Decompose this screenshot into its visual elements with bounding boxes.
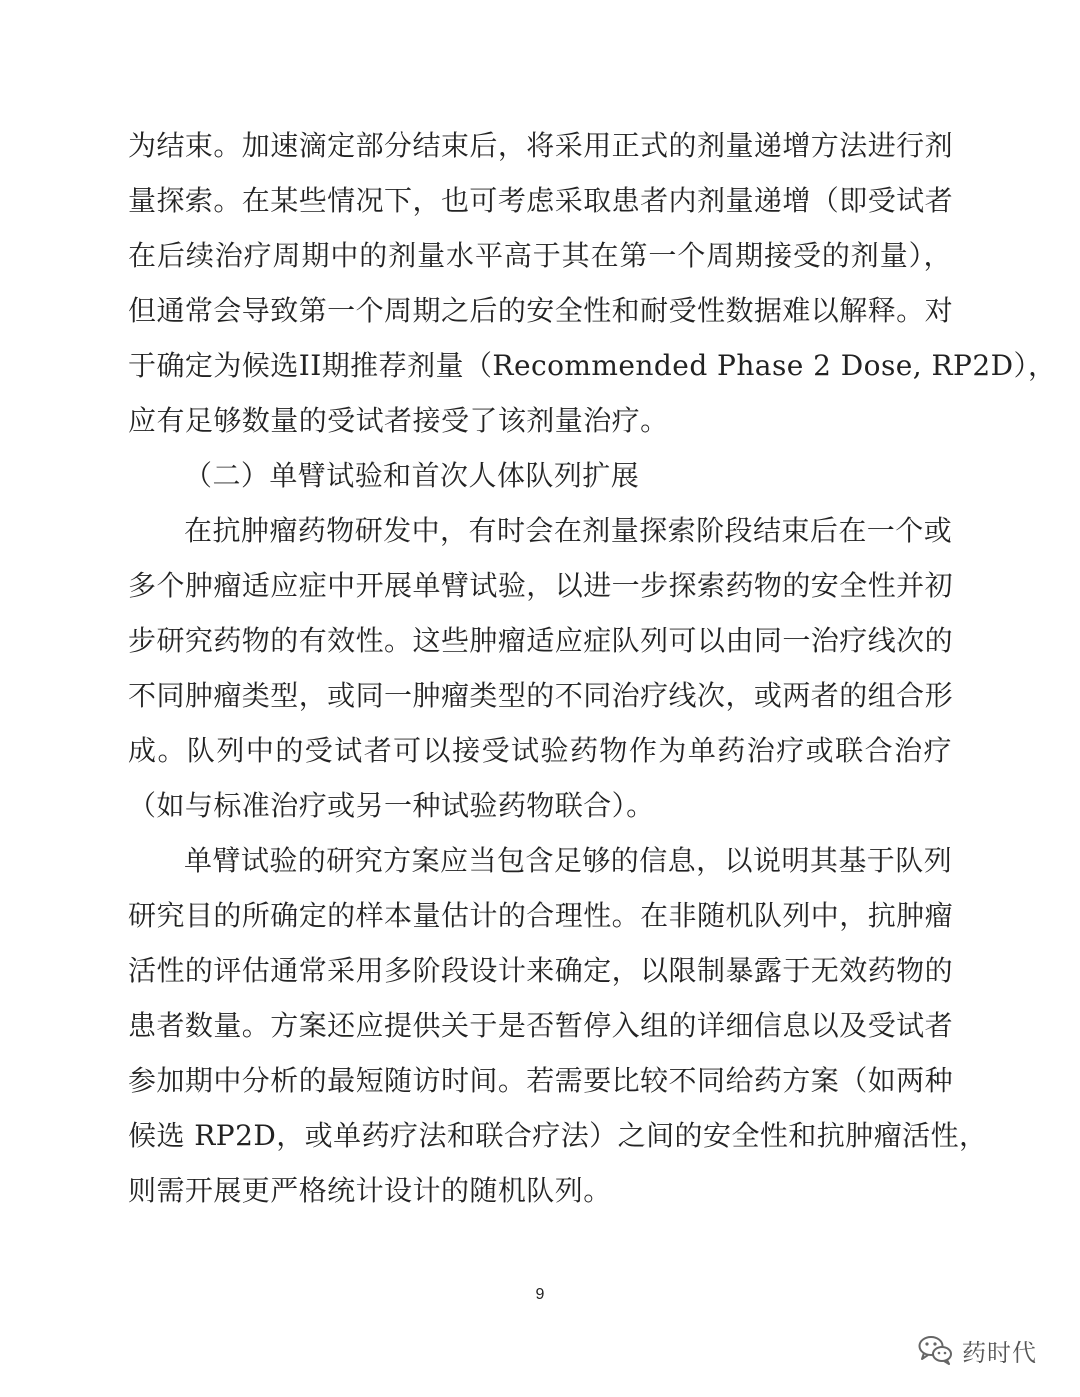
text-line: 不同肿瘤类型，或同一肿瘤类型的不同治疗线次，或两者的组合形 (128, 679, 954, 712)
text-line: 参加期中分析的最短随访时间。若需要比较不同给药方案（如两种 (128, 1064, 954, 1097)
text-line: 则需开展更严格统计设计的随机队列。 (128, 1174, 612, 1207)
text-line: 应有足够数量的受试者接受了该剂量治疗。 (128, 404, 669, 437)
text-line: （如与标准治疗或另一种试验药物联合）。 (128, 789, 655, 822)
watermark-text: 药时代 (962, 1338, 1037, 1367)
text-line: 但通常会导致第一个周期之后的安全性和耐受性数据难以解释。对 (128, 294, 954, 327)
text-line: 在后续治疗周期中的剂量水平高于其在第一个周期接受的剂量）， (128, 239, 952, 272)
text-line: 研究目的所确定的样本量估计的合理性。在非随机队列中，抗肿瘤 (128, 899, 954, 932)
page-number: 9 (535, 1286, 545, 1303)
wechat-icon (918, 1335, 954, 1365)
section-heading: （二）单臂试验和首次人体队列扩展 (184, 459, 640, 492)
text-line: 量探索。在某些情况下，也可考虑采取患者内剂量递增（即受试者 (128, 184, 954, 217)
watermark (918, 1330, 1037, 1370)
text-line: 步研究药物的有效性。这些肿瘤适应症队列可以由同一治疗线次的 (128, 624, 954, 657)
text-line: 多个肿瘤适应症中开展单臂试验，以进一步探索药物的安全性并初 (128, 569, 954, 602)
text-line: 活性的评估通常采用多阶段设计来确定，以限制暴露于无效药物的 (128, 954, 954, 987)
text-line: 成。队列中的受试者可以接受试验药物作为单药治疗或联合治疗 (128, 734, 952, 767)
text-line: 患者数量。方案还应提供关于是否暂停入组的详细信息以及受试者 (128, 1009, 954, 1042)
text-line: 为结束。加速滴定部分结束后，将采用正式的剂量递增方法进行剂 (128, 129, 954, 162)
paragraph-first-line: 单臂试验的研究方案应当包含足够的信息，以说明其基于队列 (184, 844, 953, 877)
text-line: 于确定为候选II期推荐剂量（Recommended Phase 2 Dose, RP2D）， (128, 349, 1057, 382)
text-line: 候选 RP2D，或单药疗法和联合疗法）之间的安全性和抗肿瘤活性， (128, 1119, 988, 1152)
paragraph-first-line: 在抗肿瘤药物研发中，有时会在剂量探索阶段结束后在一个或 (184, 514, 953, 547)
